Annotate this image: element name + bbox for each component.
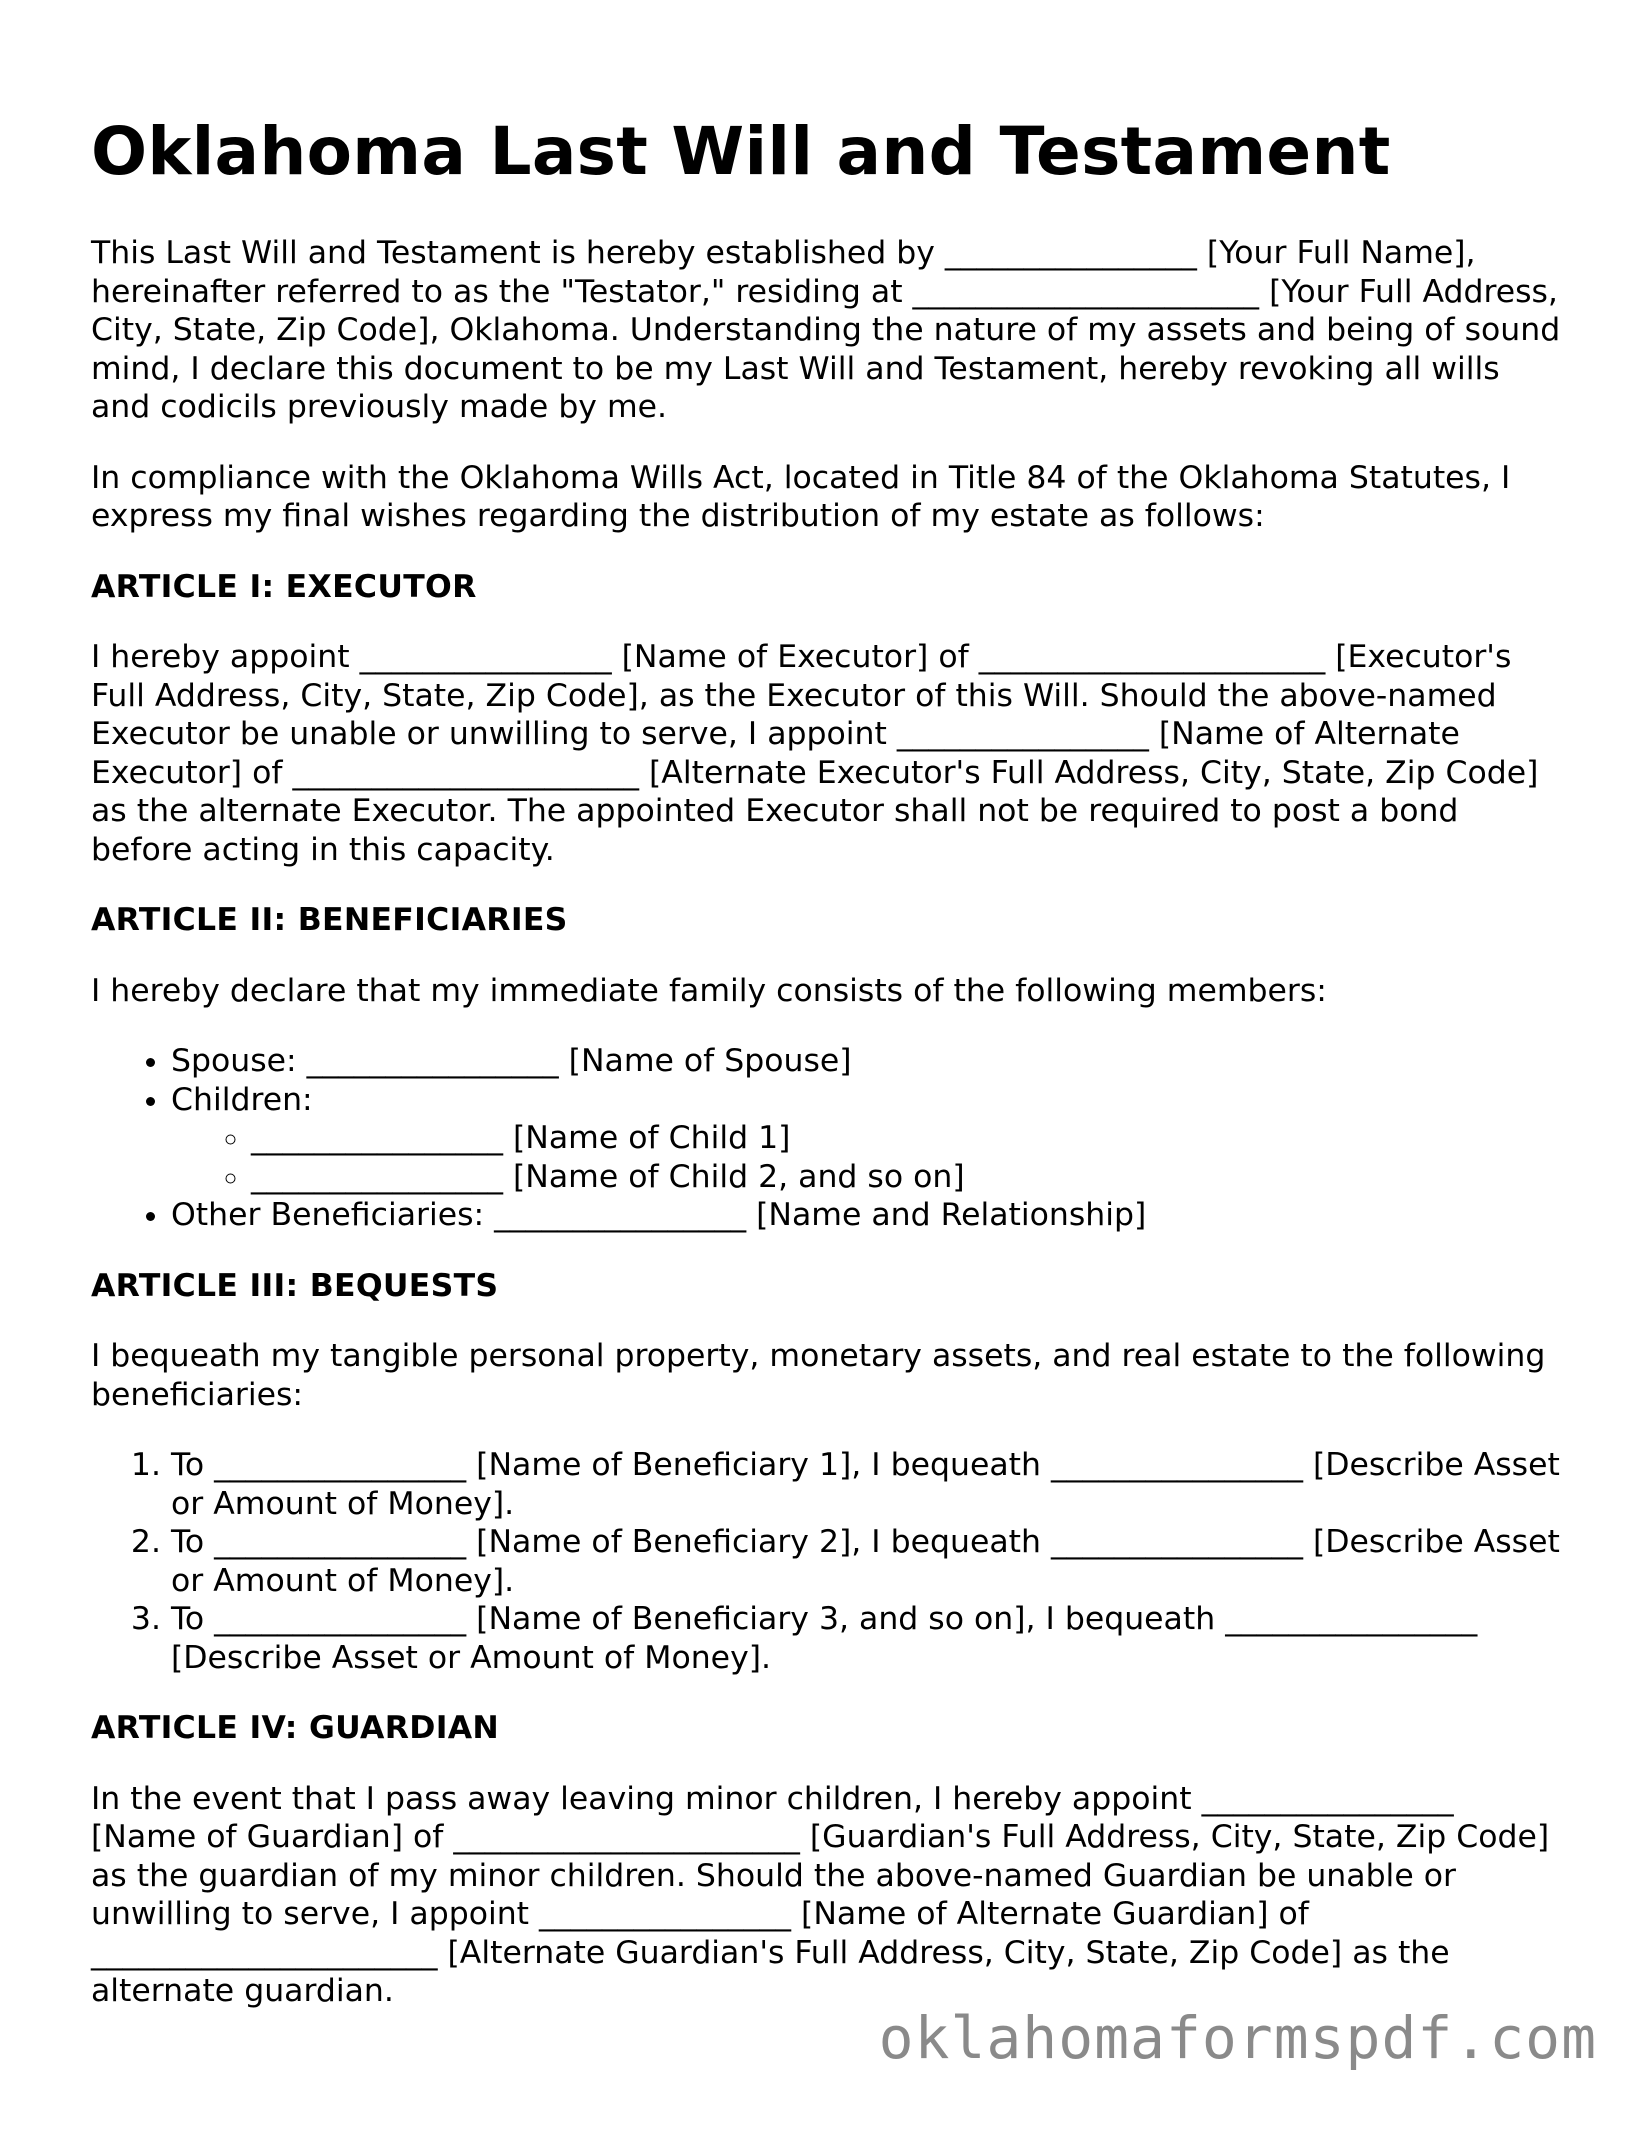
list-item-spouse: • Spouse: ________________ [Name of Spouse] (171, 1042, 1561, 1081)
family-list (91, 1042, 1561, 1235)
article-4-text: In the event that I pass away leaving minor children, I hereby appoint ________________ [Name of Guardian] of ______________________ [Guardian's Full Address, City, State, Zip Code] as the guardian of my minor children. Should the above-named Guardian be unable or unwilling to serve, I appoint ________________ [Name of Alternate Guardian] of ______________________ [Alternate Guardian's Full Address, City, State, Zip Code] as the alternate guardian. (91, 1780, 1550, 2009)
article-1-heading: ARTICLE I: EXECUTOR (91, 568, 477, 605)
list-item-child: ◦ ________________ [Name of Child 2, and so on] (251, 1158, 1561, 1197)
children-label: Children: (171, 1081, 313, 1118)
article-2-heading: ARTICLE II: BENEFICIARIES (91, 902, 568, 938)
bequests-list (91, 1446, 1561, 1677)
list-item-child: ◦ ________________ [Name of Child 1] (251, 1119, 1561, 1158)
list-item-bequest: 3. To ________________ [Name of Beneficiary 3, and so on], I bequeath ________________ [Describe Asset or Amount of Money]. (171, 1600, 1561, 1677)
list-item-bequest: 1. To ________________ [Name of Beneficiary 1], I bequeath ________________ [Describe Asset or Amount of Money]. (171, 1446, 1561, 1523)
article-3-heading: ARTICLE III: BEQUESTS (91, 1267, 499, 1304)
article-3-text: I bequeath my tangible personal property, monetary assets, and real estate to the following beneficiaries: (91, 1338, 1546, 1413)
article-4-heading: ARTICLE IV: GUARDIAN (91, 1710, 500, 1746)
list-item-other-beneficiaries: • Other Beneficiaries: ________________ [Name and Relationship] (171, 1196, 1561, 1235)
compliance-paragraph: In compliance with the Oklahoma Wills Act, located in Title 84 of the Oklahoma Statutes, I express my final wishes regarding the distribution of my estate as follows: (91, 459, 1511, 534)
list-item-children (171, 1081, 1561, 1197)
document-title: Oklahoma Last Will and Testament (91, 113, 1391, 190)
article-1-text: I hereby appoint ________________ [Name of Executor] of ______________________ [Executor's Full Address, City, State, Zip Code], as the Executor of this Will. Should the above-named Executor be unable or unwilling to serve, I appoint ________________ [Name of Alternate Executor] of ______________________ [Alternate Executor's Full Address, City, State, Zip Code] as the alternate Executor. The appointed Executor shall not be required to post a bond before acting in this capacity. (91, 639, 1539, 868)
intro-paragraph: This Last Will and Testament is hereby established by ________________ [Your Full Name], hereinafter referred to as the "Testator," residing at ______________________ [Your Full Address, City, State, Zip Code], Oklahoma. Understanding the nature of my assets and being of sound mind, I declare this document to be my Last Will and Testament, hereby revoking all wills and codicils previously made by me. (91, 235, 1561, 425)
article-2-text: I hereby declare that my immediate family consists of the following members: (91, 972, 1327, 1009)
list-item-bequest: 2. To ________________ [Name of Beneficiary 2], I bequeath ________________ [Describe Asset or Amount of Money]. (171, 1523, 1561, 1600)
children-list (171, 1119, 1561, 1196)
document-page (91, 112, 1561, 2043)
watermark: oklahomaformspdf.com (878, 2004, 1597, 2072)
